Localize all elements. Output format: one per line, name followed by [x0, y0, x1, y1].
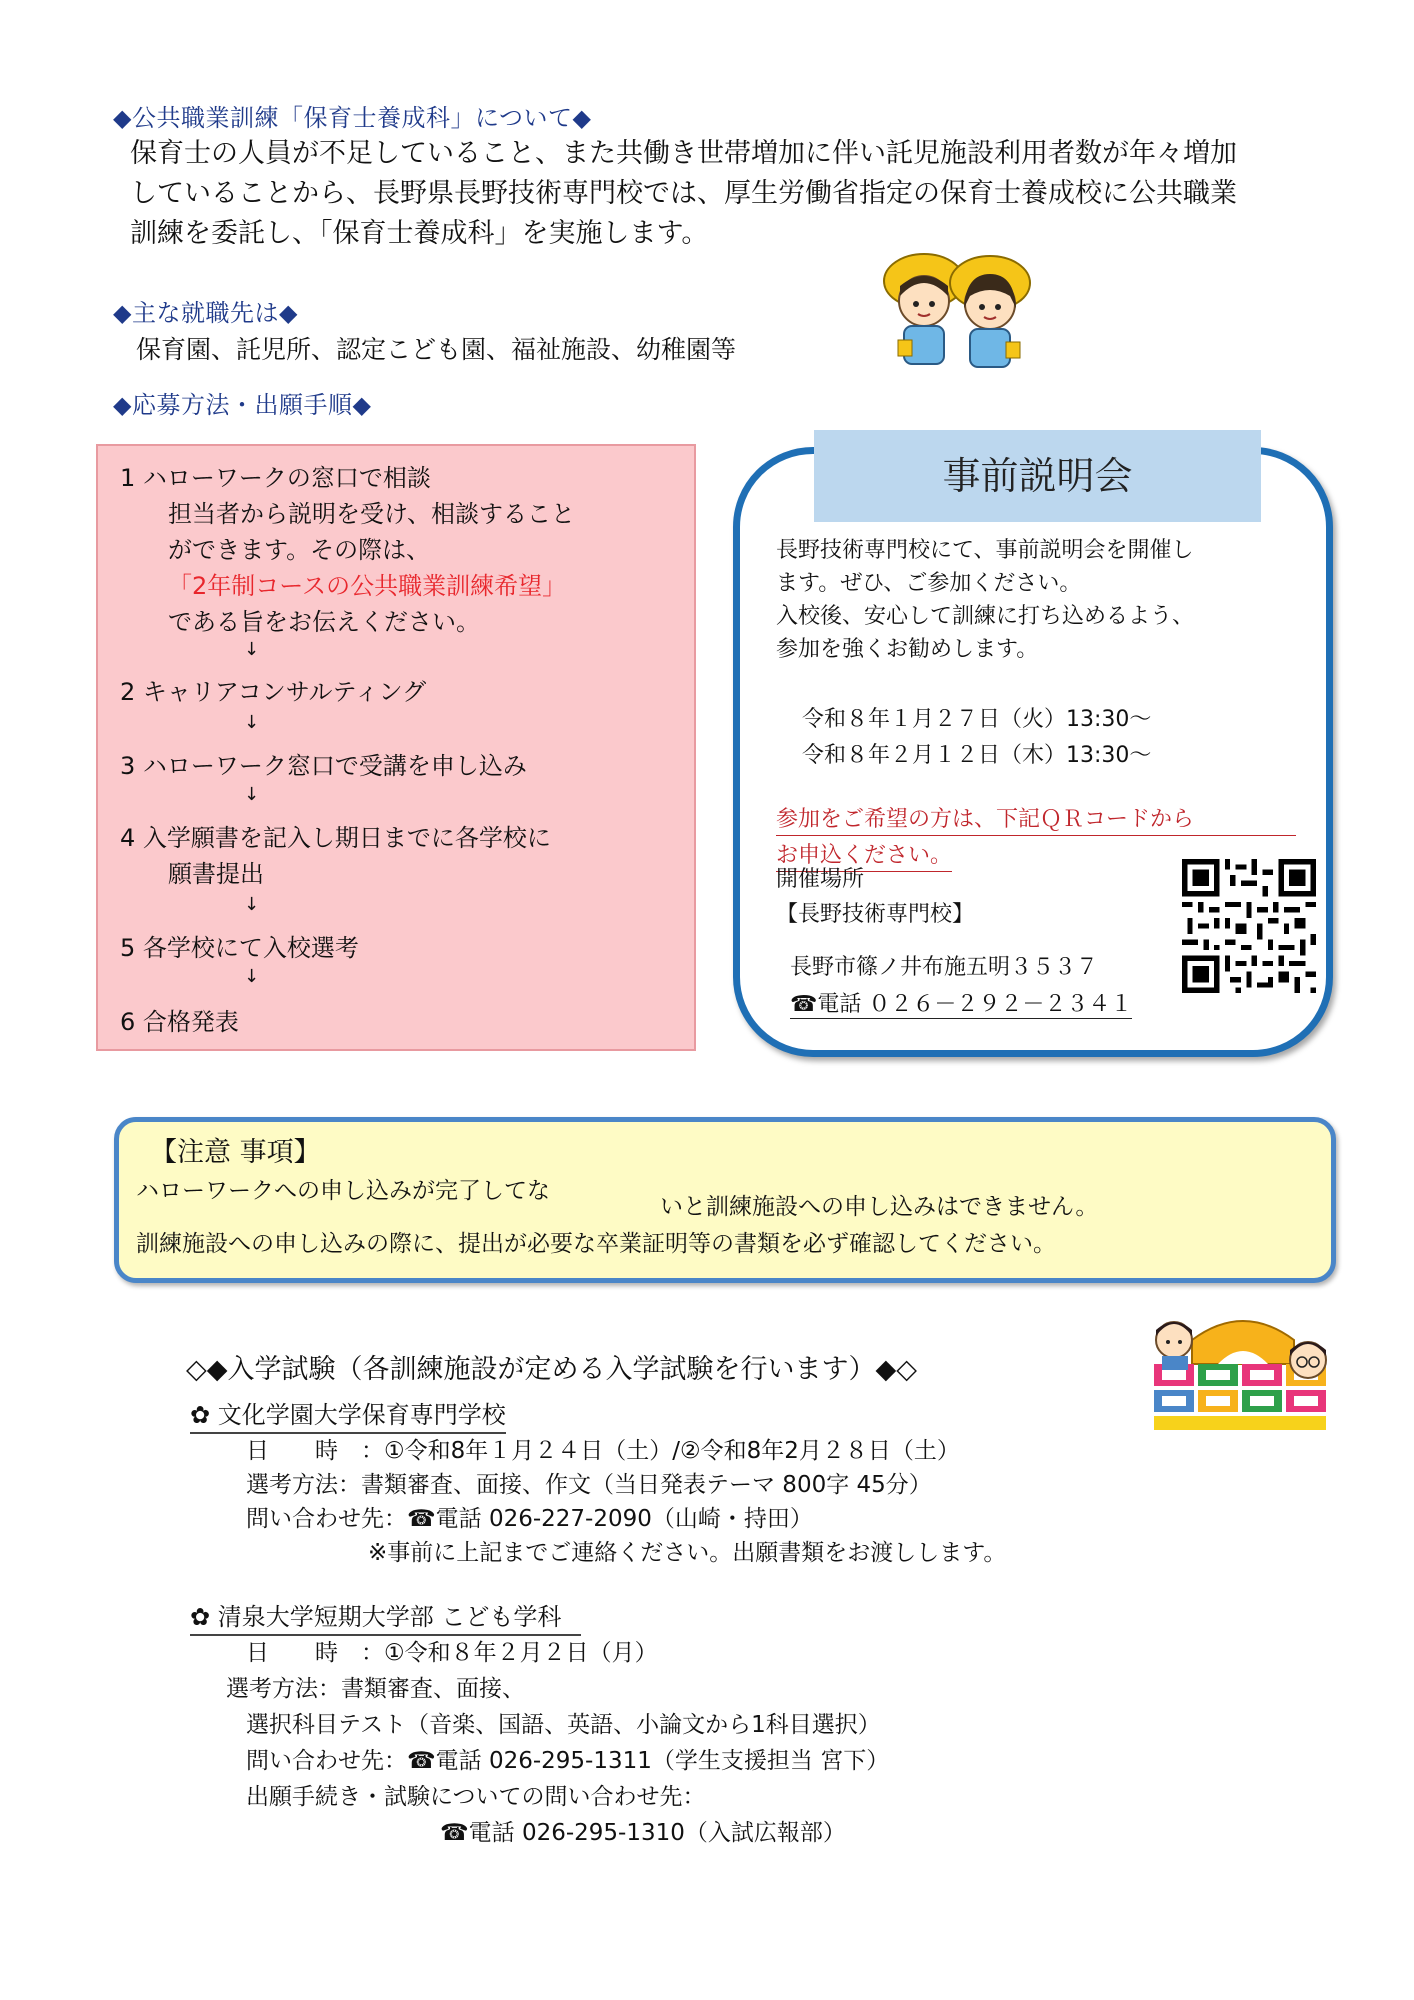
briefing-desc: 参加を強くお勧めします。 [776, 637, 1039, 662]
step-title: 入学願書を記入し期日までに各学校に [142, 824, 551, 852]
about-paragraph [130, 134, 1237, 254]
step-number: 1 [120, 464, 136, 492]
down-arrow-icon: ↓ [244, 966, 260, 987]
briefing-desc: 長野技術専門校にて、事前説明会を開催し [776, 538, 1194, 563]
school-name: ✿ 清泉大学短期大学部 こども学科 [190, 1597, 581, 1636]
step-4 [120, 818, 551, 853]
step-3 [120, 746, 527, 781]
venue-label: 開催場所 [776, 867, 865, 892]
step-number: 5 [120, 934, 136, 962]
step-title: キャリアコンサルティング [142, 678, 427, 706]
block-arch [1192, 1321, 1294, 1364]
child-left-figure [884, 254, 964, 364]
about-line: 訓練を委託し、「保育士養成科」を実施します。 [130, 218, 709, 249]
briefing-desc: ます。ぜひ、ご参加ください。 [776, 571, 1082, 596]
venue-name: 【長野技術専門校】 [776, 902, 975, 927]
step-number: 3 [120, 752, 136, 780]
briefing-apply-note: お申込ください。 [776, 838, 952, 872]
step-title: 合格発表 [142, 1008, 239, 1036]
school-detail: ☎電話 026-295-1310（入試広報部） [440, 1820, 846, 1846]
briefing-apply-note: 参加をご希望の方は、下記ＱＲコードから [776, 802, 1296, 836]
exams-heading: ◇◆入学試験（各訓練施設が定める入学試験を行います）◆◇ [186, 1354, 918, 1385]
briefing-date: 令和８年１月２７日（火）13:30～ [802, 707, 1152, 732]
qr-code-icon[interactable] [1182, 859, 1316, 993]
step-1 [120, 458, 431, 493]
notice-line: いと訓練施設への申し込みはできません。 [660, 1194, 1099, 1220]
school-detail: 出願手続き・試験についての問い合わせ先： [246, 1784, 706, 1810]
step-number: 4 [120, 824, 136, 852]
briefing-desc: 入校後、安心して訓練に打ち込めるよう、 [776, 604, 1195, 629]
apply-heading: ◆応募方法・出願手順◆ [113, 391, 372, 419]
school-detail: 日 時 ：①令和８年２月２日（月） [246, 1640, 658, 1666]
child-figure-left [1156, 1322, 1192, 1370]
school-note: ※事前に上記までご連絡ください。出願書類をお渡しします。 [368, 1540, 1007, 1566]
school-name: ✿ 文化学園大学保育専門学校 [190, 1395, 506, 1434]
venue-address: 長野市篠ノ井布施五明３５３７ [790, 955, 1099, 980]
about-heading: ◆公共職業訓練「保育士養成科」について◆ [113, 104, 592, 132]
step-title: ハローワークの窓口で相談 [142, 464, 431, 492]
notice-line: ハローワークへの申し込みが完了してな [136, 1178, 550, 1204]
jobs-text: 保育園、託児所、認定こども園、福祉施設、幼稚園等 [136, 335, 737, 364]
step-1-highlight: 「2年制コースの公共職業訓練希望」 [168, 572, 567, 600]
down-arrow-icon: ↓ [244, 639, 260, 660]
school-detail: 選考方法：書類審査、面接、作文（当日発表テーマ 800字 45分） [246, 1472, 932, 1498]
school-detail: 選考方法：書類審査、面接、 [226, 1676, 525, 1702]
notice-title: 【注意 事項】 [150, 1137, 321, 1168]
down-arrow-icon: ↓ [244, 894, 260, 915]
step-1-detail: ができます。その際は、 [168, 536, 431, 564]
down-arrow-icon: ↓ [244, 712, 260, 733]
step-1-detail: 担当者から説明を受け、相談すること [168, 500, 576, 528]
step-1-detail: である旨をお伝えください。 [168, 608, 480, 636]
school-detail: 問い合わせ先：☎電話 026-295-1311（学生支援担当 宮下） [246, 1748, 890, 1774]
about-line: していることから、長野県長野技術専門校では、厚生労働省指定の保育士養成校に公共職業 [130, 178, 1237, 209]
jobs-heading: ◆主な就職先は◆ [113, 299, 298, 327]
school-detail: 選択科目テスト（音楽、国語、英語、小論文から1科目選択） [246, 1712, 881, 1738]
child-figure-right [1290, 1342, 1326, 1378]
step-number: 2 [120, 678, 136, 706]
application-steps-box [96, 444, 696, 1051]
step-5 [120, 928, 359, 963]
children-illustration [878, 246, 1038, 376]
step-title: 各学校にて入校選考 [142, 934, 359, 962]
step-4-detail: 願書提出 [168, 860, 264, 888]
notice-line: 訓練施設への申し込みの際に、提出が必要な卒業証明等の書類を必ず確認してください。 [136, 1231, 1056, 1257]
briefing-title: 事前説明会 [814, 430, 1261, 522]
step-number: 6 [120, 1008, 136, 1036]
child-right-figure [950, 256, 1030, 367]
about-line: 保育士の人員が不足していること、また共働き世帯増加に伴い託児施設利用者数が年々増加 [130, 138, 1237, 169]
blocks-illustration [1148, 1306, 1338, 1434]
down-arrow-icon: ↓ [244, 784, 260, 805]
step-6 [120, 1002, 239, 1037]
briefing-date: 令和８年２月１２日（木）13:30～ [802, 743, 1152, 768]
step-title: ハローワーク窓口で受講を申し込み [142, 752, 527, 780]
school-detail: 日 時 ：①令和8年１月２４日（土）/②令和8年2月２８日（土） [246, 1438, 960, 1464]
school-detail: 問い合わせ先：☎電話 026-227-2090（山崎・持田） [246, 1506, 813, 1532]
venue-phone: ☎電話 ０２６－２９２－２３４１ [790, 987, 1132, 1019]
step-2 [120, 672, 426, 707]
